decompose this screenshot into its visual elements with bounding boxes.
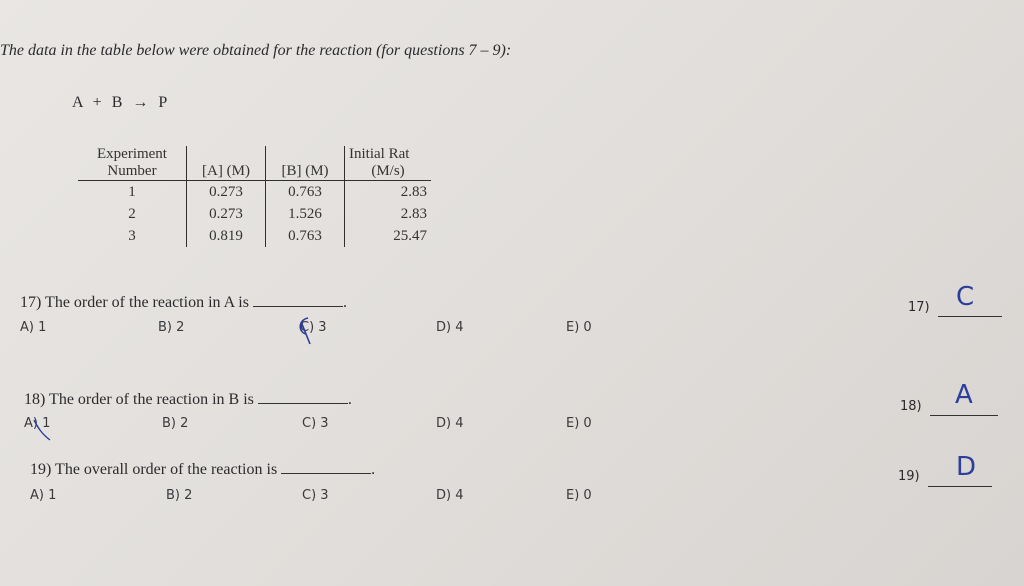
header-number: Number	[78, 163, 187, 181]
option-c: C) 3	[300, 320, 327, 335]
option-b: B) 2	[158, 320, 185, 335]
answer-label-19: 19)	[898, 469, 920, 484]
question-17: 17) The order of the reaction in A is .	[20, 294, 347, 311]
option-d: D) 4	[436, 320, 464, 335]
option-e: E) 0	[566, 488, 592, 503]
answer-blank	[258, 391, 348, 404]
header-a: [A] (M)	[187, 163, 266, 181]
table-row	[78, 225, 431, 247]
cell-a: 0.273	[187, 181, 266, 204]
question-17-text: 17) The order of the reaction in A is	[20, 294, 249, 311]
answer-label-18: 18)	[900, 399, 922, 414]
option-c: C) 3	[302, 488, 329, 503]
option-d: D) 4	[436, 488, 464, 503]
header-rate-unit: (M/s)	[345, 163, 432, 181]
cell-rate: 2.83	[345, 181, 432, 204]
cell-b: 0.763	[266, 225, 345, 247]
handwritten-answer-19: D	[956, 452, 977, 482]
cell-a: 0.273	[187, 203, 266, 225]
option-e: E) 0	[566, 416, 592, 431]
handwritten-answer-17: C	[956, 282, 975, 312]
question-18: 18) The order of the reaction in B is .	[24, 391, 352, 408]
cell-b: 0.763	[266, 181, 345, 204]
question-19-text: 19) The overall order of the reaction is	[30, 461, 278, 478]
answer-line	[928, 486, 992, 487]
option-a: A) 1	[24, 416, 51, 431]
option-a: A) 1	[20, 320, 47, 335]
answer-label-17: 17)	[908, 300, 930, 315]
question-18-text: 18) The order of the reaction in B is	[24, 391, 254, 408]
answer-line	[938, 316, 1002, 317]
header-b: [B] (M)	[266, 163, 345, 181]
answer-blank	[253, 294, 343, 307]
cell-b: 1.526	[266, 203, 345, 225]
option-a: A) 1	[30, 488, 57, 503]
cell-exp: 3	[128, 228, 136, 244]
cell-exp: 2	[128, 206, 136, 222]
option-d: D) 4	[436, 416, 464, 431]
table-row	[78, 181, 431, 204]
handwritten-mark-c	[294, 314, 328, 350]
cell-exp: 1	[128, 184, 136, 200]
handwritten-mark-a	[28, 414, 58, 444]
data-table	[78, 146, 431, 247]
header-experiment: Experiment	[97, 146, 167, 162]
option-e: E) 0	[566, 320, 592, 335]
cell-rate: 25.47	[345, 225, 432, 247]
answer-blank	[281, 461, 371, 474]
intro-text: The data in the table below were obtained for the reaction (for questions 7 – 9):	[0, 42, 512, 59]
cell-a: 0.819	[187, 225, 266, 247]
handwritten-answer-18: A	[955, 380, 973, 410]
option-b: B) 2	[166, 488, 193, 503]
option-c: C) 3	[302, 416, 329, 431]
header-rate: Initial Rat	[345, 146, 432, 163]
question-19: 19) The overall order of the reaction is .	[30, 461, 376, 478]
option-b: B) 2	[162, 416, 189, 431]
table-row	[78, 203, 431, 225]
answer-line	[930, 415, 998, 416]
cell-rate: 2.83	[345, 203, 432, 225]
reaction-equation: A + B → P	[72, 94, 168, 111]
